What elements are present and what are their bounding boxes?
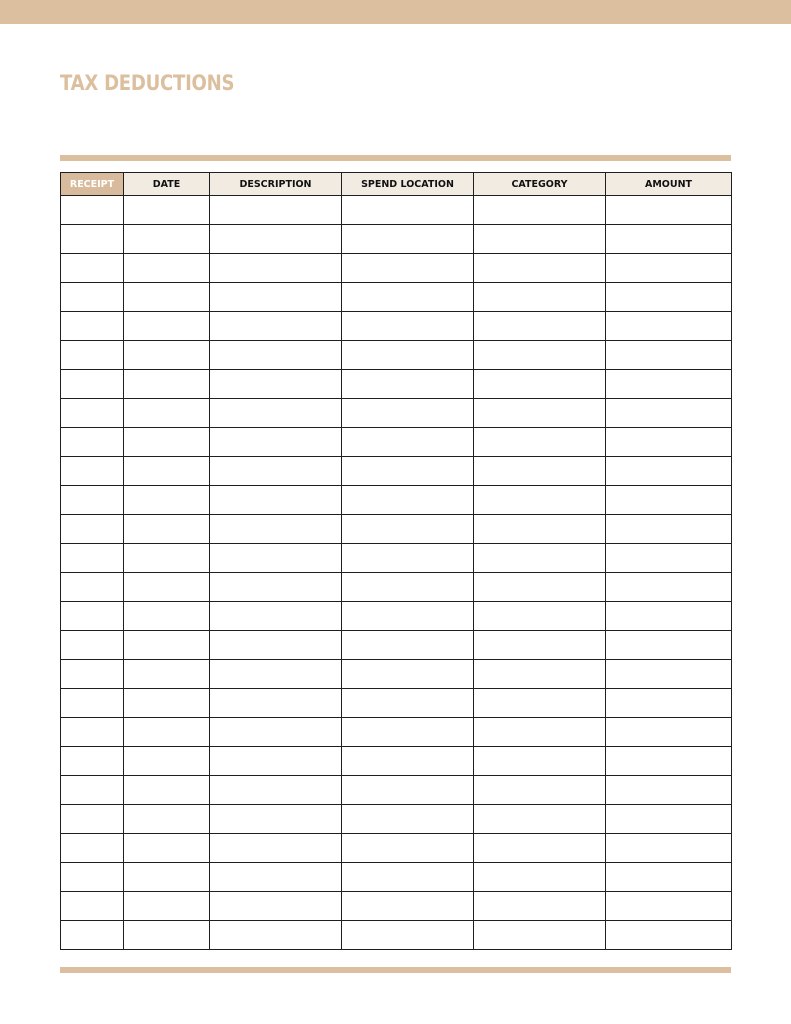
table-cell-date: [124, 834, 210, 863]
column-header-category: CATEGORY: [474, 173, 606, 196]
table-cell-category: [474, 631, 606, 660]
top-color-band: [0, 0, 791, 24]
table-cell-receipt: [61, 486, 124, 515]
table-cell-description: [210, 428, 342, 457]
table-cell-category: [474, 341, 606, 370]
table-cell-amount: [606, 689, 732, 718]
table-row: [61, 254, 732, 283]
table-cell-spend-location: [342, 225, 474, 254]
table-cell-spend-location: [342, 573, 474, 602]
table-row: [61, 225, 732, 254]
table-cell-description: [210, 892, 342, 921]
column-header-description: DESCRIPTION: [210, 173, 342, 196]
table-cell-receipt: [61, 254, 124, 283]
table-cell-category: [474, 399, 606, 428]
table-body: [61, 196, 732, 950]
table-cell-amount: [606, 602, 732, 631]
table-cell-spend-location: [342, 283, 474, 312]
table-cell-spend-location: [342, 718, 474, 747]
table-row: [61, 370, 732, 399]
table-cell-spend-location: [342, 312, 474, 341]
table-row: [61, 573, 732, 602]
table-cell-date: [124, 863, 210, 892]
table-cell-spend-location: [342, 602, 474, 631]
table-cell-description: [210, 863, 342, 892]
table-cell-category: [474, 602, 606, 631]
table-cell-receipt: [61, 747, 124, 776]
table-cell-category: [474, 428, 606, 457]
table-cell-description: [210, 457, 342, 486]
table-cell-description: [210, 341, 342, 370]
table-cell-receipt: [61, 457, 124, 486]
table-cell-receipt: [61, 689, 124, 718]
table-cell-spend-location: [342, 892, 474, 921]
bottom-divider: [60, 967, 731, 973]
table-cell-spend-location: [342, 486, 474, 515]
table-row: [61, 312, 732, 341]
table-cell-description: [210, 544, 342, 573]
table-row: [61, 602, 732, 631]
table-cell-spend-location: [342, 254, 474, 283]
tax-deductions-table: [60, 172, 732, 950]
table-cell-category: [474, 573, 606, 602]
table-cell-amount: [606, 428, 732, 457]
table-cell-amount: [606, 747, 732, 776]
table-row: [61, 544, 732, 573]
table-cell-spend-location: [342, 631, 474, 660]
table-cell-category: [474, 457, 606, 486]
table-cell-spend-location: [342, 457, 474, 486]
table-cell-receipt: [61, 660, 124, 689]
table-cell-amount: [606, 631, 732, 660]
table-cell-category: [474, 254, 606, 283]
table-cell-description: [210, 660, 342, 689]
table-cell-description: [210, 312, 342, 341]
table-cell-description: [210, 196, 342, 225]
table-cell-category: [474, 486, 606, 515]
table-cell-date: [124, 892, 210, 921]
table-cell-date: [124, 573, 210, 602]
table-cell-receipt: [61, 892, 124, 921]
table-row: [61, 863, 732, 892]
table-cell-date: [124, 254, 210, 283]
table-cell-spend-location: [342, 341, 474, 370]
table-cell-spend-location: [342, 747, 474, 776]
table-cell-description: [210, 805, 342, 834]
table-row: [61, 486, 732, 515]
table-cell-description: [210, 776, 342, 805]
table-cell-spend-location: [342, 863, 474, 892]
table-cell-category: [474, 921, 606, 950]
table-cell-amount: [606, 776, 732, 805]
table-cell-date: [124, 776, 210, 805]
table-cell-date: [124, 225, 210, 254]
table-row: [61, 196, 732, 225]
table-cell-date: [124, 370, 210, 399]
table-cell-spend-location: [342, 399, 474, 428]
table-cell-category: [474, 805, 606, 834]
table-cell-category: [474, 834, 606, 863]
table-cell-spend-location: [342, 834, 474, 863]
table-cell-date: [124, 660, 210, 689]
table-cell-category: [474, 283, 606, 312]
table-cell-receipt: [61, 341, 124, 370]
table-row: [61, 660, 732, 689]
table-cell-spend-location: [342, 544, 474, 573]
table-cell-description: [210, 370, 342, 399]
table-header-row: [61, 173, 732, 196]
table-cell-receipt: [61, 834, 124, 863]
table-row: [61, 341, 732, 370]
table-cell-receipt: [61, 863, 124, 892]
column-header-amount: AMOUNT: [606, 173, 732, 196]
table-cell-amount: [606, 486, 732, 515]
table-cell-spend-location: [342, 689, 474, 718]
table-row: [61, 515, 732, 544]
table-cell-date: [124, 399, 210, 428]
table-cell-receipt: [61, 370, 124, 399]
table-cell-amount: [606, 834, 732, 863]
table-cell-amount: [606, 921, 732, 950]
table-cell-receipt: [61, 428, 124, 457]
table-cell-description: [210, 602, 342, 631]
table-cell-description: [210, 834, 342, 863]
table-cell-receipt: [61, 399, 124, 428]
table-cell-category: [474, 863, 606, 892]
table-cell-spend-location: [342, 515, 474, 544]
table-cell-description: [210, 747, 342, 776]
table-cell-date: [124, 747, 210, 776]
table-row: [61, 631, 732, 660]
table-row: [61, 921, 732, 950]
table-cell-amount: [606, 312, 732, 341]
table-cell-category: [474, 689, 606, 718]
table-cell-description: [210, 921, 342, 950]
table-cell-amount: [606, 515, 732, 544]
table-cell-date: [124, 486, 210, 515]
table-cell-spend-location: [342, 196, 474, 225]
table-row: [61, 399, 732, 428]
table-cell-category: [474, 544, 606, 573]
table-row: [61, 747, 732, 776]
table-cell-category: [474, 892, 606, 921]
table-cell-description: [210, 225, 342, 254]
table-cell-receipt: [61, 718, 124, 747]
table-cell-receipt: [61, 283, 124, 312]
table-cell-date: [124, 196, 210, 225]
table-cell-amount: [606, 544, 732, 573]
table-cell-description: [210, 399, 342, 428]
table-cell-amount: [606, 573, 732, 602]
table-cell-description: [210, 486, 342, 515]
table-cell-receipt: [61, 515, 124, 544]
table-row: [61, 776, 732, 805]
table-cell-category: [474, 370, 606, 399]
table-cell-description: [210, 283, 342, 312]
table-row: [61, 428, 732, 457]
table-cell-category: [474, 515, 606, 544]
table-row: [61, 805, 732, 834]
table-cell-receipt: [61, 602, 124, 631]
table-cell-description: [210, 515, 342, 544]
table-cell-amount: [606, 225, 732, 254]
table-cell-receipt: [61, 573, 124, 602]
table-cell-amount: [606, 370, 732, 399]
table-cell-description: [210, 718, 342, 747]
table-cell-category: [474, 776, 606, 805]
table-cell-date: [124, 428, 210, 457]
table-cell-spend-location: [342, 428, 474, 457]
table-cell-category: [474, 747, 606, 776]
table-cell-spend-location: [342, 805, 474, 834]
table-cell-date: [124, 718, 210, 747]
table-cell-date: [124, 631, 210, 660]
table-row: [61, 718, 732, 747]
column-header-receipt: RECEIPT: [61, 173, 124, 196]
table-row: [61, 689, 732, 718]
table-cell-date: [124, 283, 210, 312]
table-cell-receipt: [61, 196, 124, 225]
table-cell-date: [124, 921, 210, 950]
table-row: [61, 283, 732, 312]
table-cell-category: [474, 196, 606, 225]
table-cell-category: [474, 225, 606, 254]
page-title: TAX DEDUCTIONS: [60, 71, 235, 95]
top-divider: [60, 155, 731, 161]
table-cell-date: [124, 312, 210, 341]
table-cell-amount: [606, 457, 732, 486]
table-cell-receipt: [61, 776, 124, 805]
table-cell-description: [210, 573, 342, 602]
table-cell-date: [124, 689, 210, 718]
table-cell-category: [474, 660, 606, 689]
table-cell-amount: [606, 254, 732, 283]
table-cell-category: [474, 312, 606, 341]
table-cell-amount: [606, 341, 732, 370]
table-cell-amount: [606, 283, 732, 312]
table-cell-date: [124, 602, 210, 631]
column-header-date: DATE: [124, 173, 210, 196]
table-cell-date: [124, 515, 210, 544]
table-cell-receipt: [61, 312, 124, 341]
table-cell-date: [124, 544, 210, 573]
column-header-spend-location: SPEND LOCATION: [342, 173, 474, 196]
table-cell-date: [124, 457, 210, 486]
table-cell-spend-location: [342, 921, 474, 950]
table-cell-description: [210, 254, 342, 283]
table-cell-amount: [606, 805, 732, 834]
table-cell-amount: [606, 718, 732, 747]
table-cell-receipt: [61, 921, 124, 950]
table-cell-description: [210, 689, 342, 718]
table-cell-receipt: [61, 631, 124, 660]
table-cell-date: [124, 341, 210, 370]
table-cell-receipt: [61, 225, 124, 254]
table-cell-amount: [606, 196, 732, 225]
table-cell-spend-location: [342, 776, 474, 805]
table-cell-spend-location: [342, 660, 474, 689]
table-cell-amount: [606, 892, 732, 921]
table-cell-receipt: [61, 544, 124, 573]
table-cell-date: [124, 805, 210, 834]
table-row: [61, 892, 732, 921]
table-row: [61, 834, 732, 863]
table-row: [61, 457, 732, 486]
table-cell-receipt: [61, 805, 124, 834]
table-cell-category: [474, 718, 606, 747]
table-cell-spend-location: [342, 370, 474, 399]
table-cell-amount: [606, 660, 732, 689]
table-cell-description: [210, 631, 342, 660]
table-cell-amount: [606, 399, 732, 428]
table-cell-amount: [606, 863, 732, 892]
